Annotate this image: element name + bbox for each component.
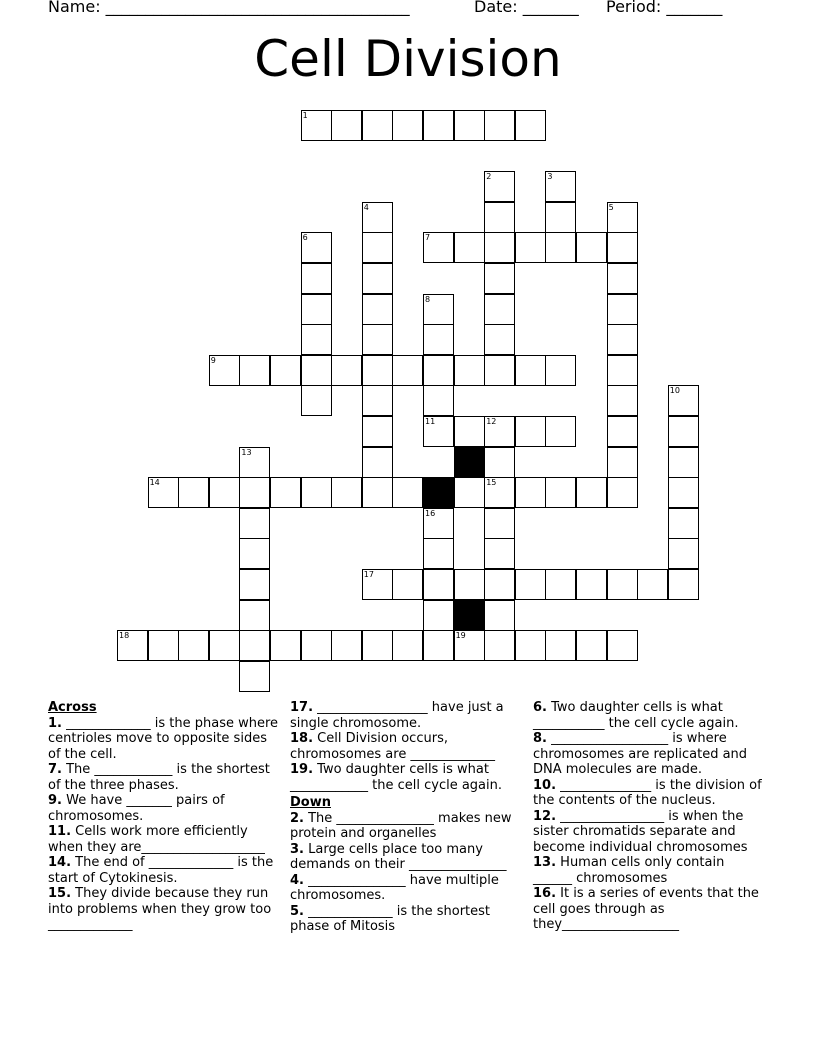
clue-text: The ____________ is the shortest of the three phases. (48, 762, 270, 793)
crossword-cell[interactable] (668, 569, 699, 600)
crossword-cell[interactable] (239, 661, 270, 692)
crossword-cell[interactable] (270, 355, 301, 386)
clue-number: 18 (119, 631, 130, 641)
clue-item (533, 700, 767, 731)
crossword-cell[interactable] (484, 416, 515, 447)
clue-number: 7. (48, 762, 62, 777)
crossword-cell[interactable] (148, 630, 179, 661)
crossword-cell[interactable] (362, 232, 393, 263)
crossword-cell[interactable] (545, 477, 576, 508)
crossword-cell[interactable] (607, 324, 638, 355)
crossword-cell[interactable] (576, 477, 607, 508)
clue-text: Large cells place too many demands on their _______________ (290, 841, 507, 872)
crossword-cell[interactable] (362, 294, 393, 325)
crossword-cell[interactable] (423, 538, 454, 569)
crossword-cell[interactable] (484, 171, 515, 202)
crossword-cell[interactable] (515, 355, 546, 386)
crossword-cell[interactable] (454, 416, 485, 447)
clue-number: 10. (533, 777, 557, 793)
clue-item (290, 873, 524, 904)
crossword-cell[interactable] (576, 569, 607, 600)
crossword-cell[interactable] (607, 294, 638, 325)
crossword-cell[interactable] (392, 477, 423, 508)
clue-number: 17. (290, 700, 314, 715)
crossword-cell[interactable] (484, 630, 515, 661)
clue-number: 7 (425, 233, 431, 243)
crossword-cell[interactable] (270, 630, 301, 661)
crossword-cell[interactable] (423, 110, 454, 141)
clue-item (533, 855, 767, 886)
crossword-cell[interactable] (331, 110, 362, 141)
crossword-cell[interactable] (301, 232, 332, 263)
crossword-cell[interactable] (423, 600, 454, 631)
clue-number: 12 (486, 417, 497, 426)
across-heading: Across (48, 700, 97, 715)
clue-item (290, 731, 524, 762)
crossword-cell[interactable] (331, 355, 362, 386)
crossword-cell[interactable] (239, 600, 270, 631)
clue-number: 13. (533, 855, 557, 870)
crossword-cell[interactable] (484, 263, 515, 294)
clue-item (48, 855, 282, 886)
clue-number: 19. (290, 762, 314, 777)
crossword-cell[interactable] (239, 569, 270, 600)
crossword-cell[interactable] (362, 110, 393, 141)
crossword-cell[interactable] (423, 324, 454, 355)
clue-number: 6. (533, 700, 547, 715)
clue-number: 14 (149, 478, 160, 488)
crossword-cell[interactable] (239, 355, 270, 386)
clue-text: The end of _____________ is the start of Cytokinesis. (48, 855, 274, 886)
clue-text: _______________ have multiple chromosomes. (290, 872, 499, 903)
clue-text: Cell Division occurs, chromosomes are _____________ (290, 731, 495, 762)
crossword-cell[interactable] (515, 416, 546, 447)
clue-number: 5. (290, 903, 304, 919)
crossword-cell[interactable] (239, 508, 270, 539)
crossword-cell[interactable] (576, 630, 607, 661)
crossword-cell[interactable] (454, 232, 485, 263)
crossword-cell[interactable] (454, 110, 485, 141)
crossword-cell[interactable] (545, 355, 576, 386)
crossword-cell[interactable] (545, 202, 576, 233)
clue-text: Human cells only contain ______ chromosomes (533, 855, 725, 886)
crossword-cell[interactable] (239, 477, 270, 508)
crossword-cell[interactable] (423, 355, 454, 386)
crossword-cell[interactable] (484, 508, 515, 539)
crossword-cell[interactable] (362, 202, 393, 233)
crossword-cell[interactable] (545, 171, 576, 202)
clue-number: 1. (48, 715, 62, 731)
crossword-cell[interactable] (239, 538, 270, 569)
clue-item (48, 824, 282, 855)
crossword-cell[interactable] (178, 630, 209, 661)
clue-number: 4. (290, 872, 304, 888)
clue-text: We have _______ pairs of chromosomes. (48, 793, 225, 824)
clues-column-1 (48, 700, 282, 933)
clue-number: 15. (48, 886, 72, 901)
clue-text: __________________ is where chromosomes are replicated and DNA molecules are made. (533, 731, 748, 777)
crossword-cell[interactable] (423, 232, 454, 263)
crossword-cell[interactable] (668, 508, 699, 539)
clue-number: 18. (290, 731, 314, 746)
crossword-cell[interactable] (331, 630, 362, 661)
clue-number: 9 (210, 355, 216, 365)
clue-number: 11 (425, 417, 436, 426)
crossword-cell[interactable] (607, 416, 638, 447)
crossword-cell[interactable] (362, 630, 393, 661)
crossword-cell[interactable] (423, 416, 454, 447)
clue-item (533, 809, 767, 856)
clue-text: _____________ is the shortest phase of Mitosis (290, 903, 491, 934)
crossword-cell[interactable] (668, 538, 699, 569)
crossword-cell[interactable] (392, 355, 423, 386)
crossword-cell[interactable] (301, 324, 332, 355)
crossword-cell[interactable] (484, 355, 515, 386)
crossword-cell[interactable] (392, 630, 423, 661)
crossword-cell[interactable] (239, 630, 270, 661)
clue-item (48, 793, 282, 824)
crossword-cell[interactable] (484, 569, 515, 600)
crossword-cell[interactable] (607, 355, 638, 386)
crossword-cell[interactable] (209, 630, 240, 661)
clue-item (290, 811, 524, 842)
crossword-cell[interactable] (637, 569, 668, 600)
crossword-cell[interactable] (607, 263, 638, 294)
clue-item (533, 778, 767, 809)
clue-text: ______________ is the division of the contents of the nucleus. (533, 777, 762, 808)
clues-column-3 (533, 700, 767, 933)
crossword-cell[interactable] (392, 110, 423, 141)
crossword-cell[interactable] (484, 232, 515, 263)
clue-item (48, 762, 282, 793)
crossword-cell[interactable] (515, 110, 546, 141)
crossword-cell[interactable] (484, 294, 515, 325)
crossword-cell[interactable] (515, 569, 546, 600)
clue-number: 6 (302, 233, 308, 243)
crossword-cell[interactable] (484, 110, 515, 141)
crossword-cell[interactable] (239, 447, 270, 478)
crossword-cell[interactable] (423, 508, 454, 539)
clue-number: 10 (669, 386, 680, 396)
clue-item (290, 904, 524, 935)
clue-text: _________________ have just a single chromosome. (290, 700, 504, 731)
clue-text: The _______________ makes new protein and organelles (290, 810, 512, 841)
crossword-cell[interactable] (209, 477, 240, 508)
clue-number: 14. (48, 855, 72, 870)
crossword-cell[interactable] (484, 324, 515, 355)
crossword-cell[interactable] (362, 324, 393, 355)
crossword-cell[interactable] (423, 385, 454, 416)
crossword-cell[interactable] (423, 569, 454, 600)
clue-item (48, 886, 282, 933)
clue-number: 2. (290, 810, 304, 826)
clue-text: They divide because they run into problems when they grow too _____________ (48, 886, 272, 932)
crossword-cell[interactable] (362, 263, 393, 294)
crossword-cell[interactable] (301, 385, 332, 416)
crossword-cell[interactable] (484, 477, 515, 508)
crossword-cell[interactable] (607, 569, 638, 600)
clue-item (290, 700, 524, 731)
clue-number: 8. (533, 731, 547, 746)
clue-number: 3 (547, 172, 553, 182)
crossword-cell[interactable] (515, 232, 546, 263)
period-field-label: Period: _______ (606, 0, 723, 16)
clue-text: It is a series of events that the cell goes through as they__________________ (533, 886, 759, 932)
clues-column-2 (290, 700, 524, 935)
crossword-cell[interactable] (454, 630, 485, 661)
down-heading: Down (290, 795, 331, 810)
clue-text: Cells work more efficiently when they are___________________ (48, 824, 265, 855)
clue-item (290, 762, 524, 793)
date-field-label: Date: _______ (474, 0, 579, 16)
clue-number: 16 (425, 508, 436, 518)
crossword-cell[interactable] (576, 232, 607, 263)
crossword-cell[interactable] (484, 447, 515, 478)
clue-number: 12. (533, 808, 557, 824)
crossword-cell[interactable] (484, 600, 515, 631)
clue-number: 13 (241, 447, 252, 457)
clue-number: 5 (608, 202, 614, 212)
crossword-cell[interactable] (668, 477, 699, 508)
crossword-cell[interactable] (668, 385, 699, 416)
name-field-label: Name: ______________________________________ (48, 0, 410, 16)
clue-item (533, 886, 767, 933)
clue-number: 8 (425, 294, 431, 304)
crossword-cell[interactable] (301, 110, 332, 141)
clue-text: ________________ is when the sister chromatids separate and become individual chromosomes (533, 808, 748, 855)
crossword-cell[interactable] (484, 202, 515, 233)
black-square (423, 477, 454, 508)
clue-number: 16. (533, 886, 557, 901)
crossword-cell[interactable] (668, 416, 699, 447)
clue-text: Two daughter cells is what ___________ the cell cycle again. (533, 700, 739, 731)
crossword-cell[interactable] (545, 569, 576, 600)
crossword-cell[interactable] (148, 477, 179, 508)
crossword-cell[interactable] (362, 447, 393, 478)
crossword-cell[interactable] (301, 630, 332, 661)
crossword-cell[interactable] (545, 416, 576, 447)
clue-item (48, 716, 282, 763)
crossword-cell[interactable] (301, 263, 332, 294)
clue-number: 4 (363, 202, 369, 212)
crossword-cell[interactable] (484, 538, 515, 569)
crossword-cell[interactable] (454, 569, 485, 600)
crossword-cell[interactable] (607, 202, 638, 233)
crossword-cell[interactable] (607, 232, 638, 263)
clue-number: 15 (486, 478, 497, 488)
crossword-cell[interactable] (301, 477, 332, 508)
crossword-cell[interactable] (607, 385, 638, 416)
clue-number: 1 (302, 111, 308, 120)
crossword-cell[interactable] (515, 630, 546, 661)
crossword-cell[interactable] (209, 355, 240, 386)
crossword-cell[interactable] (301, 355, 332, 386)
clue-number: 11. (48, 824, 72, 839)
page-title: Cell Division (254, 30, 562, 88)
crossword-cell[interactable] (545, 232, 576, 263)
crossword-cell[interactable] (362, 569, 393, 600)
crossword-cell[interactable] (515, 477, 546, 508)
crossword-cell[interactable] (668, 447, 699, 478)
crossword-cell[interactable] (423, 630, 454, 661)
clue-number: 3. (290, 841, 304, 857)
crossword-cell[interactable] (178, 477, 209, 508)
crossword-cell[interactable] (362, 416, 393, 447)
clue-item (290, 842, 524, 873)
crossword-cell[interactable] (607, 630, 638, 661)
clue-text: Two daughter cells is what ____________ the cell cycle again. (290, 762, 502, 793)
crossword-cell[interactable] (607, 447, 638, 478)
clue-number: 19 (455, 631, 466, 641)
crossword-cell[interactable] (392, 569, 423, 600)
clue-number: 2 (486, 172, 492, 182)
crossword-cell[interactable] (301, 294, 332, 325)
crossword-cell[interactable] (362, 385, 393, 416)
crossword-cell[interactable] (362, 477, 393, 508)
crossword-cell[interactable] (423, 294, 454, 325)
black-square (454, 600, 485, 631)
clue-number: 9. (48, 793, 62, 808)
crossword-cell[interactable] (362, 355, 393, 386)
clue-number: 17 (363, 570, 374, 579)
crossword-cell[interactable] (454, 355, 485, 386)
crossword-cell[interactable] (117, 630, 148, 661)
clue-text: _____________ is the phase where centrioles move to opposite sides of the cell. (48, 715, 279, 762)
crossword-cell[interactable] (607, 477, 638, 508)
crossword-cell[interactable] (270, 477, 301, 508)
crossword-cell[interactable] (454, 477, 485, 508)
clue-item (533, 731, 767, 778)
black-square (454, 447, 485, 478)
crossword-cell[interactable] (331, 477, 362, 508)
crossword-cell[interactable] (545, 630, 576, 661)
